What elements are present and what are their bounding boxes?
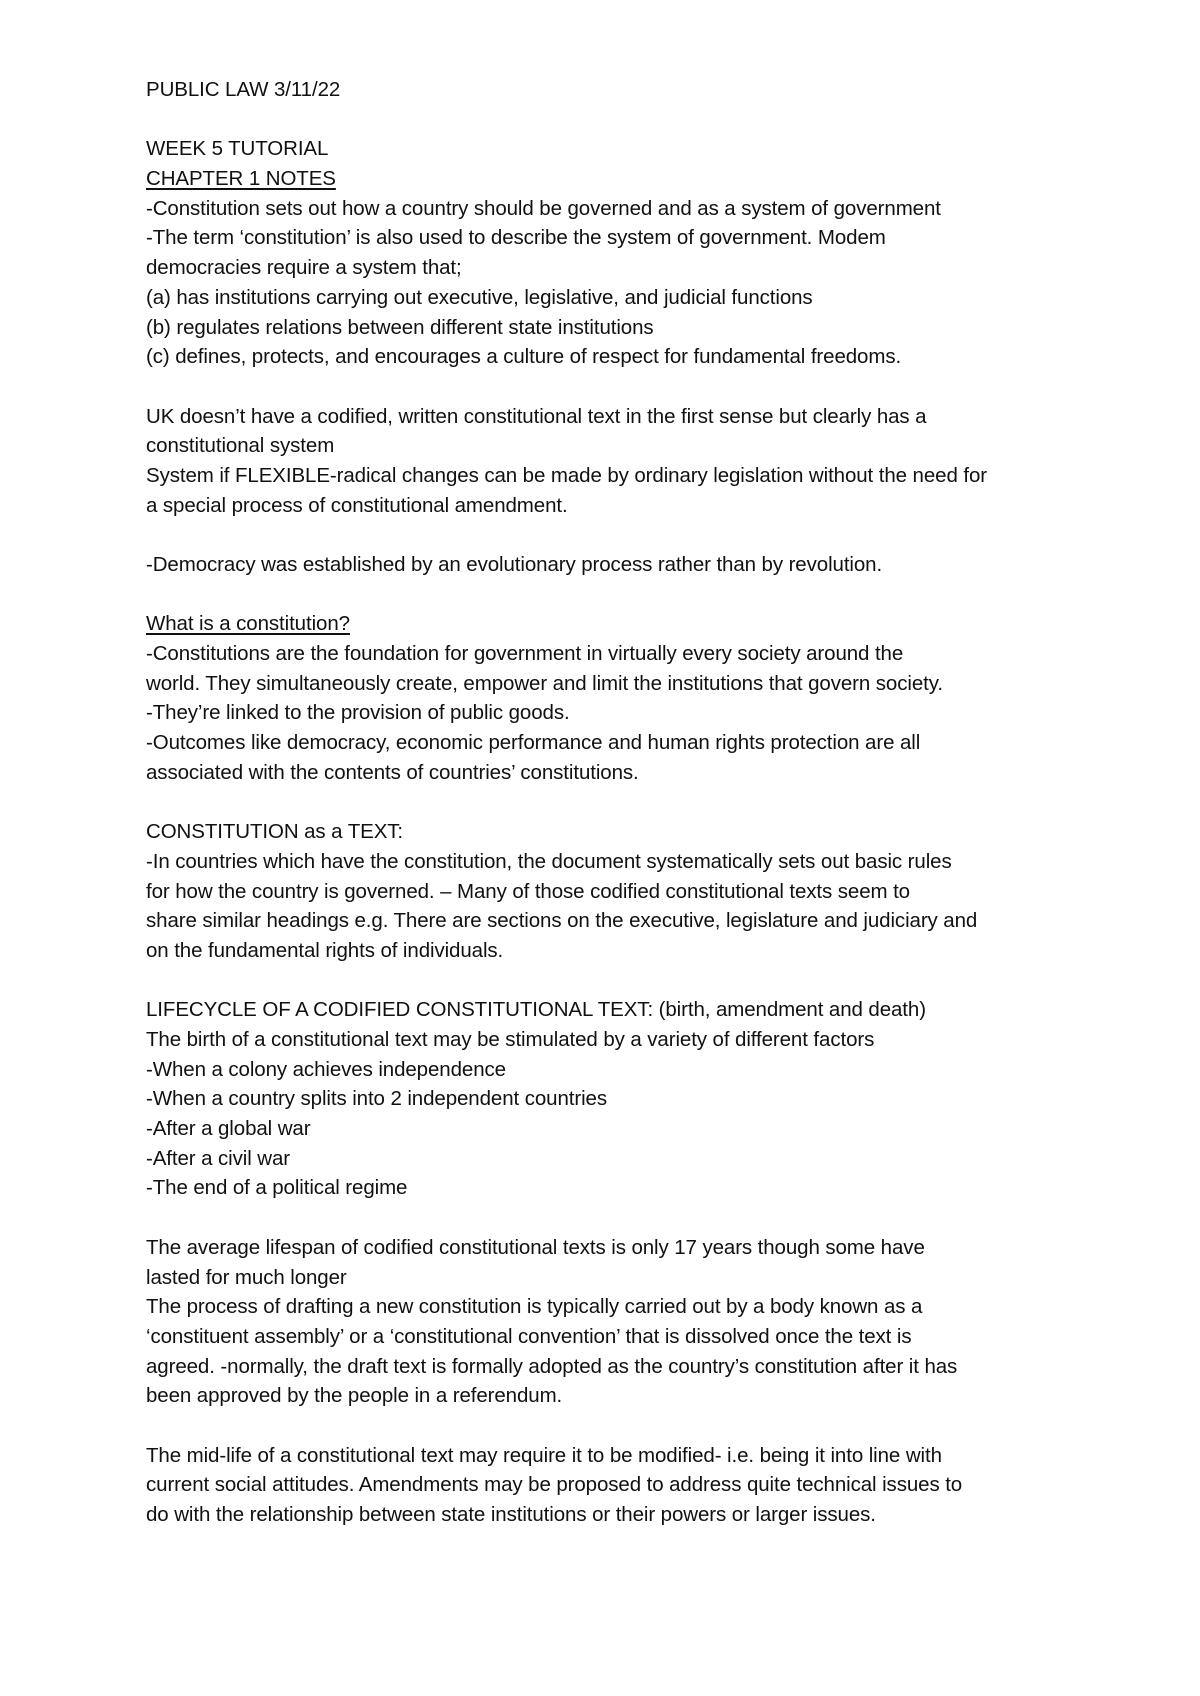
text-line: The average lifespan of codified constitutional texts is only 17 years though some have xyxy=(146,1235,925,1259)
text-line: constitutional system xyxy=(146,434,335,458)
text-line: -Democracy was established by an evolutionary process rather than by revolution. xyxy=(146,553,883,576)
text-line: (c) defines, protects, and encourages a culture of respect for fundamental freedoms. xyxy=(146,345,902,369)
text-line: do with the relationship between state institutions or their powers or larger issues. xyxy=(146,1503,876,1526)
text-line: ‘constituent assembly’ or a ‘constitutional convention’ that is dissolved once the text is xyxy=(146,1324,912,1348)
text-line: (a) has institutions carrying out executive, legislative, and judicial functions xyxy=(146,285,813,309)
text-line: share similar headings e.g. There are sections on the executive, legislature and judiciary and xyxy=(146,909,978,933)
text-line: -The term ‘constitution’ is also used to describe the system of government. Modem xyxy=(146,226,886,250)
text-line: UK doesn’t have a codified, written constitutional text in the first sense but clearly has a xyxy=(146,404,927,428)
text-line: for how the country is governed. – Many of those codified constitutional texts seem to xyxy=(146,879,910,903)
spacer xyxy=(146,1411,1076,1441)
text-line: -Constitutions are the foundation for government in virtually every society around the xyxy=(146,642,904,666)
text-line: democracies require a system that; xyxy=(146,256,462,280)
text-line: The process of drafting a new constitution is typically carried out by a body known as a xyxy=(146,1295,923,1319)
text-line: on the fundamental rights of individuals. xyxy=(146,938,504,962)
text-line: -Outcomes like democracy, economic performance and human rights protection are all xyxy=(146,731,921,755)
spacer xyxy=(146,372,1076,402)
text-line: -Constitution sets out how a country should be governed and as a system of government xyxy=(146,196,941,220)
list-item: -The end of a political regime xyxy=(146,1176,408,1200)
text-line: agreed. -normally, the draft text is formally adopted as the country’s constitution after it has xyxy=(146,1354,958,1378)
spacer xyxy=(146,520,1076,550)
spacer xyxy=(146,1203,1076,1233)
text-line: The mid-life of a constitutional text may require it to be modified- i.e. being it into line with xyxy=(146,1443,942,1467)
text-line: a special process of constitutional amendment. xyxy=(146,493,568,517)
spacer xyxy=(146,580,1076,610)
list-item: -After a civil war xyxy=(146,1146,291,1170)
document-title: PUBLIC LAW 3/11/22 xyxy=(146,78,341,101)
section-heading-constitution-text: CONSTITUTION as a TEXT: xyxy=(146,820,404,844)
spacer xyxy=(146,788,1076,818)
section-heading-what-is-constitution: What is a constitution? xyxy=(146,612,350,636)
text-line: been approved by the people in a referendum. xyxy=(146,1384,563,1408)
text-line: world. They simultaneously create, empower and limit the institutions that govern society. xyxy=(146,671,943,695)
chapter-heading: CHAPTER 1 NOTES xyxy=(146,167,336,191)
list-item: -When a country splits into 2 independent countries xyxy=(146,1087,607,1111)
list-item: -After a global war xyxy=(146,1117,311,1141)
text-line: associated with the contents of countries’ constitutions. xyxy=(146,760,639,784)
spacer xyxy=(146,105,1076,135)
text-line: (b) regulates relations between different state institutions xyxy=(146,315,654,339)
list-item: -When a colony achieves independence xyxy=(146,1057,506,1081)
text-line: The birth of a constitutional text may be stimulated by a variety of different factors xyxy=(146,1028,875,1051)
section-heading-lifecycle: LIFECYCLE OF A CODIFIED CONSTITUTIONAL TEXT: (birth, amendment and death) xyxy=(146,998,926,1022)
document-subtitle: WEEK 5 TUTORIAL xyxy=(146,137,329,161)
text-line: System if FLEXIBLE-radical changes can be made by ordinary legislation without the need for xyxy=(146,463,987,487)
text-line: current social attitudes. Amendments may be proposed to address quite technical issues to xyxy=(146,1473,963,1497)
text-line: lasted for much longer xyxy=(146,1265,347,1289)
text-line: -In countries which have the constitution, the document systematically sets out basic rules xyxy=(146,849,952,873)
document-page xyxy=(146,75,1076,1530)
spacer xyxy=(146,966,1076,996)
text-line: -They’re linked to the provision of public goods. xyxy=(146,701,570,725)
